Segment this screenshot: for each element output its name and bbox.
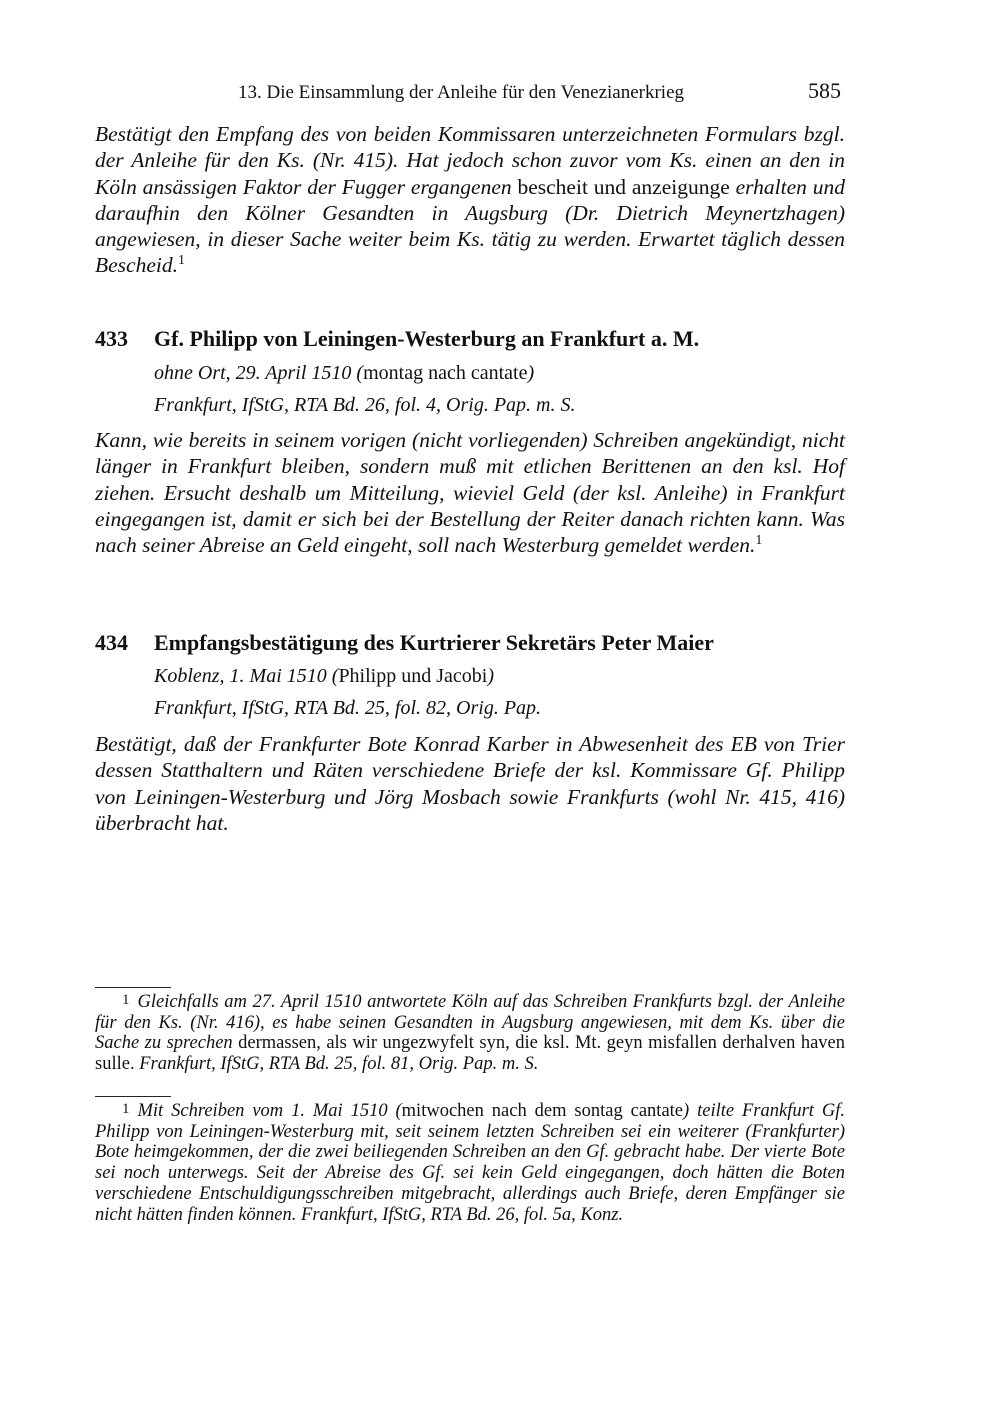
intro-quote: bescheit und anzeigunge	[511, 174, 736, 199]
intro-paragraph	[95, 121, 845, 279]
intro-text-2: erhalten und daraufhin den Kölner Gesandten in Augsburg (Dr. Dietrich Meynertzhagen) angewiesen, in dieser Sache weiter beim Ks. tätig zu werden. Erwartet täglich dessen Bescheid.	[95, 174, 845, 278]
footnote-ref: 1	[755, 533, 763, 549]
document-source: Frankfurt, IfStG, RTA Bd. 26, fol. 4, Orig. Pap. m. S.	[154, 394, 576, 416]
footnote-number: 1	[122, 1101, 130, 1117]
footnote-ref: 1	[177, 253, 185, 269]
footnote-rule	[95, 1096, 171, 1097]
footnote-number: 1	[122, 992, 130, 1008]
document-source: Frankfurt, IfStG, RTA Bd. 25, fol. 82, Orig. Pap.	[154, 697, 542, 719]
intro-text-1: Bestätigt den Empfang des von beiden Kommissaren unterzeichneten Formulars bzgl. der Anleihe für den Ks. (Nr. 415). Hat jedoch schon zuvor vom Ks. einen an den in Köln ansässigen Faktor der Fugger ergangenen	[95, 122, 845, 199]
footnote: $^1$ Mit Schreiben vom 1. Mai 1510 (mitwochen nach dem sontag cantate) teilte Frankfurt Gf. Philipp von Leiningen-Westerburg mit, seit seinem letzten Schreiben sei ein weiterer (Frankfurter) Bote heimgekommen, der die zwei beiliegenden Schreiben an den Gf. gebracht habe. Der vierte Bote sei noch unterwegs. Seit der Abreise des Gf. sei kein Geld eingegangen, doch hätten die Boten verschiedene Entschuldigungsschreiben mitgebracht, allerdings auch Briefe, deren Empfänger sie nicht hätten finden können. Frankfurt, IfStG, RTA Bd. 26, fol. 5a, Konz.	[95, 1101, 845, 1225]
document-number: 433	[95, 326, 128, 351]
page-number: 585	[808, 78, 841, 103]
document-title: Gf. Philipp von Leiningen-Westerburg an Frankfurt a. M.	[154, 326, 700, 351]
footnote-rule	[95, 987, 171, 988]
footnote: $^1$ Gleichfalls am 27. April 1510 antwortete Köln auf das Schreiben Frankfurts bzgl. der Anleihe für den Ks. (Nr. 416), es habe seinen Gesandten in Augsburg angewiesen, mit dem Ks. über die Sache zu sprechen dermassen, als wir ungezwyfelt syn, die ksl. Mt. geyn misfallen derhalven haven sulle. Frankfurt, IfStG, RTA Bd. 25, fol. 81, Orig. Pap. m. S.	[95, 992, 845, 1075]
document-date: ohne Ort, 29. April 1510 (montag nach cantate)	[154, 362, 535, 384]
document-date: Koblenz, 1. Mai 1510 (Philipp und Jacobi)	[154, 665, 494, 687]
document-number: 434	[95, 630, 128, 655]
document-title: Empfangsbestätigung des Kurtrierer Sekretärs Peter Maier	[154, 630, 714, 655]
running-title: 13. Die Einsammlung der Anleihe für den Venezianerkrieg	[238, 82, 685, 103]
document-summary: Kann, wie bereits in seinem vorigen (nicht vorliegenden) Schreiben angekündigt, nicht länger in Frankfurt bleiben, sondern muß mit etlichen Berittenen an den ksl. Hof ziehen. Ersucht deshalb um Mitteilung, wieviel Geld (der ksl. Anleihe) in Frankfurt eingegangen ist, damit er sich bei der Bestellung der Reiter danach richten kann. Was nach seiner Abreise an Geld eingeht, soll nach Westerburg gemeldet werden.$^1$	[95, 428, 845, 558]
document-summary: Bestätigt, daß der Frankfurter Bote Konrad Karber in Abwesenheit des EB von Trier dessen Statthaltern und Räten verschiedene Briefe der ksl. Kommissare Gf. Philipp von Leiningen-Westerburg und Jörg Mosbach sowie Frankfurts (wohl Nr. 415, 416) überbracht hat.	[95, 732, 845, 835]
